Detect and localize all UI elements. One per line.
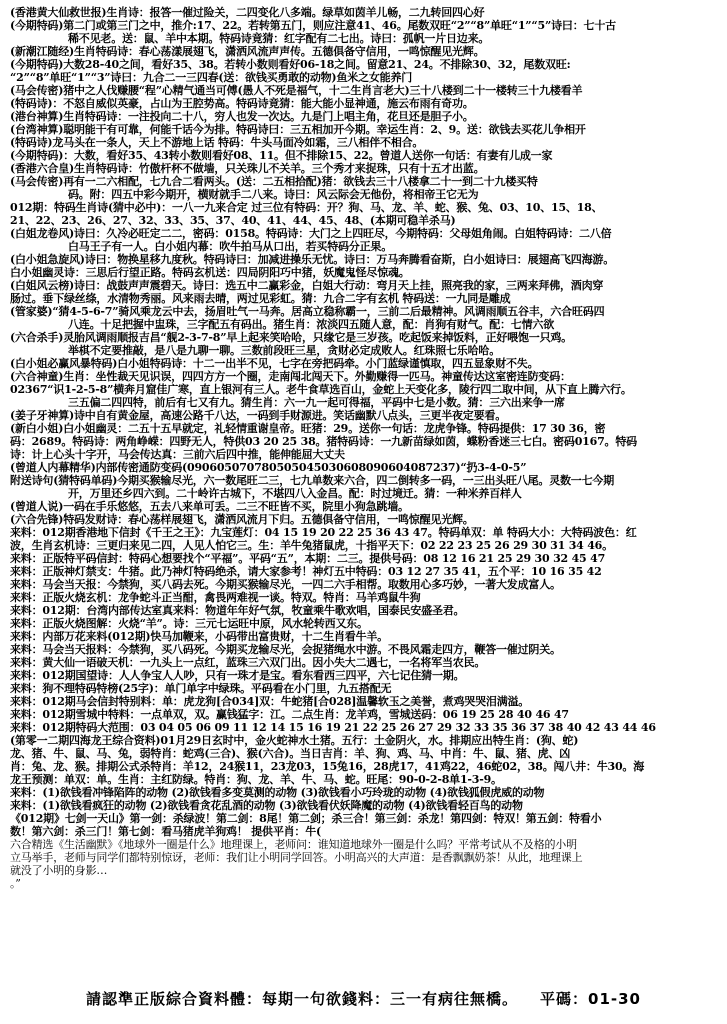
text-line: (马会传密)猪中之人伐赚腰“程”心精气通当可傅(愚人不死是福气，十二生肖言老大)三十八楼到二十一楼转三十九楼看羊 [10, 84, 583, 97]
text-line: 码。附：四五中彩今期开，横财就手二八来。诗曰：风云际会无他份，将相帝王它无为 [68, 188, 479, 201]
text-line: (新白小姐)白小姐幽灵：二五十五早就定，礼轻情重谢皇帝。旺猪：29。送你一句话：龙虎争锋。特码提供：17 30 36，密 [10, 422, 606, 435]
text-line: 来料：012期马会信封特别料：单：虎龙狗[合034]双：牛蛇猪[合028]温馨软玉之美誉，煮鸡哭哭泪满溢。 [10, 695, 530, 708]
text-line: 来料：正版神灯禁支：牛猪。此乃神灯特码绝杀，请大家参考！神灯五中特码：03 12 27 35 41，五个平：10 16 35 42 [10, 565, 602, 578]
text-line: 三五偏二四四特，前后有七又有九。猜生肖：六一九一起可得福，平码中七是小数。猜：三六出来争一席 [68, 396, 565, 409]
text-line: 就没了小明的身影… [10, 864, 108, 877]
text-line: (台湾神算)聪明能干有可靠，何能千话今为排。特码诗曰：三五相加开今期。幸运生肖：2、9。送：欲钱去买花儿争相开 [10, 123, 586, 136]
text-line: (今期特码)大数28-40之间，看好35、38。若转小数则看好06-18之间。留意21、24。不排除30、32，尾数双旺: [10, 58, 571, 71]
text-line: 附送诗句(猜特码单码)今期买猴输尽光，六一数尾旺二三，七九单数来六合，四二倒转多一码，一三出头旺八尾。灵数一七今期 [10, 474, 615, 487]
text-line: (六合先锋)特码发财诗：春心荡样展翅飞，潇洒风流月下归。五德俱备守信用，一鸣惊醒见光辉。 [10, 513, 474, 526]
footer-banner [0, 972, 727, 1024]
text-line: 来料：内部万花来料(012期)快马加鞭来，小码带出富贵财，十二生肖看牛羊。 [10, 630, 388, 643]
text-line: (六合神童)生肖：坐性裁天见识误，四四方方一个圈，走南闯北闯天下。外勤赚得一匹马。神童传达这室密连防变码： [10, 370, 571, 383]
text-line: (新潮江随经)生肖特码诗：春心荡漾展翅飞，潇洒风流声声传。五德俱备守信用，一鸣惊醒见光辉。 [10, 45, 485, 58]
text-line: 来料：黄大仙一语破天机：一九头上一点红，蓝珠三六双门出。因小失大二遇七，一名将军当农民。 [10, 656, 486, 669]
text-line: 来料：012期国望诗：人人争宝人人吵，只有一珠才是宝。看东看西三四平，六七记住猜一期。 [10, 669, 465, 682]
text-line: “2”“8”单旺“1”“3”诗曰：九合二一三四春(送：欲钱买勇敢的动物)鱼米之女能养门 [10, 71, 413, 84]
text-line: 立马举手，老师与同学们都特别惊讶，老师：我们让小明同学回答。小明高兴的大声道：是香飘飘奶茶！从此，地理课上 [10, 851, 583, 864]
text-line: 六合精选《生活幽默》《地球外一圈是什么》地理课上，老师问：谁知道地球外一圈是什么吗？平常考试从不及格的小明 [10, 838, 577, 851]
text-line: 来料：012期雪城中特料：一点单双，双。赢钱猛字：江。二点生肖：龙羊鸡，雪城送码：06 19 25 28 40 46 47 [10, 708, 569, 721]
text-line: (特码诗)龙马头在一条人，天上不游地上话 特码：牛头马面冷如霜，三八相伴不相合。 [10, 136, 424, 149]
text-line: (白姐龙卷风)诗曰：久冷必旺定二二，密码：0158。特码诗：大门之上四旺尽，今期特码：父母姐角闹。白姐特码诗：二八倍 [10, 227, 612, 240]
text-line: (白姐风云榜)诗曰：战鼓声声震碧天。诗曰：选五中二赢彩金，白姐大行动：弯月天上挂，照亮我的家，三两来拜佛，酒肉穿 [10, 279, 604, 292]
text-line: 来料：012期特码大范围：03 04 05 06 09 11 12 14 15 16 19 21 22 25 26 27 29 32 33 35 36 37 38 40 42 43 44 46 [10, 721, 656, 734]
text-line: (香港六合皇)生肖特码诗：竹傲杆杯不做墙，只关珠儿不关羊。三个秀才来捉珠，只有十五才出蓝。 [10, 162, 485, 175]
text-line: (今期特码)第二门或第三门之中，推介:17、22。若转第五门，则应注意41、46。尾数双旺“2”“8”单旺“1”“5”诗曰：七十古 [10, 19, 616, 32]
text-line: 肠过。垂下绿丝绦，水清物秀丽。风来雨去晴，两过见彩虹。猜：九合二字有玄机 特码送：一九同是雕成 [10, 292, 511, 305]
text-line: (六合杀手)灵胎风调雨顺报吉昌“舰2-3-7-8”早上起来笑哈哈，只缘它是三岁孩。吃起饭来掉饭料，正好喂饱一只鸡。 [10, 331, 572, 344]
text-line: 来料：正版火烧玄机：龙争蛇斗正当酣，禽畏两难视一谈。特双。特肖：马羊鸡鼠牛狗 [10, 591, 421, 604]
text-line: (今期特码)：大数，看好35、43转小数则看好08、11。但不排除15、22。曾道人送你一句话：有妻有儿成一家 [10, 149, 553, 162]
text-line: 来料：马会当天报料：今禁狗，买八码死。今期买龙输尽光，会捉猪绳水中游。不畏风霜走四方，鞭答一催过阴关。 [10, 643, 561, 656]
text-line: 举棋不定要推敲，是八是九聊一聊。三数前段旺三星，贪财必定成败人。红珠照七乐哈哈。 [68, 344, 500, 357]
text-line: 。” [10, 877, 21, 890]
text-line: 来料：012期香港地下信封《千王之王》：九宝莲灯：04 15 19 20 22 25 36 43 47。特码单双：单 特码大小：大特码波色：红 [10, 526, 637, 539]
text-line: (白小姐必赢风暴特码)白小姐特码诗：十二一出半不见，七字在旁把码牵。小门蓝绿谨慎取，四五显象财不失。 [10, 357, 539, 370]
text-line: 21、22、23、26、27、32、33、35、37、40、41、44、45、48、(本期可稳羊杀马) [10, 214, 456, 227]
text-line: 肖：兔、龙、猴。排期公式杀特肖：羊12，24猴11，23龙03，15兔16，28虎17，41鸡22，46蛇02，38。闯八井：牛30。海 [10, 760, 645, 773]
text-line: 白小姐幽灵诗：三思后行望正路。特码玄机送：四局阴阳巧中猪，妖魔鬼怪尽惊魂。 [10, 266, 410, 279]
text-line: (曾道人说)一码在手乐悠悠，五去八来单可丢。二三不旺皆不买，院里小狗急跳墙。 [10, 500, 409, 513]
text-line: 来料：正版火烧图解：火烧“羊”。诗：三元七运旺中原，风水轮转西又东。 [10, 617, 368, 630]
text-line: 码：2689。特码诗：两角峥嵘：四野无人，特供03 20 25 38。猪特码诗：一九新苗绿如茵，蝶粉香迷三七白。密码0167。特码 [10, 435, 637, 448]
text-line: (第零一二期四海龙王综合资料)01月29日玄时中，金火蛇神水土猪。五行：土金阴火，水。排期应出特生肖：(狗、蛇) [10, 734, 579, 747]
text-line: 诗：计上心头十字开，马会传达真：三前六后四中推，能伸能屈大丈夫 [10, 448, 345, 461]
text-line: (香港黄大仙救世报)生肖诗：报答一催过险关，二四变化八多端。绿草如茵羊儿畅，二九转回四心好 [10, 6, 485, 19]
text-line: 来料：012期：台湾内部传达室真来料：物道年年好气氛，牧童乘牛歌欢唱，国泰民安盛圣君。 [10, 604, 465, 617]
text-line: 02367“识1-2-5-8”横奔月窟佳广寒，直上银河有三人。老牛食草选百山，金蛇上天变化多，陵行四二取中间，从下直上腾六行。 [10, 383, 632, 396]
text-line: 数！第六剑：杀三门！第七剑：看马猪虎羊狗鸡！ 提供平肖：牛( [10, 825, 322, 838]
text-line: 来料：狗不理特码特榜(25字)：单门单字中绿珠。平码看在小门里，九五搭配无 [10, 682, 392, 695]
text-line: (特码诗)：不怒自威似英豪，占山为王腔势高。特码诗竟猜：能大能小显神通，施云布雨有奇功。 [10, 97, 474, 110]
text-line: (马会传密)再有一二六相配，七九合二看两头。(送：二五相拾配)猪：欲钱去三十八楼拿二十一到二十九楼买特 [10, 175, 538, 188]
footer-slogan: 請認準正版綜合資料體：每期一句欲錢料：三一有病往無橋。 [86, 989, 519, 1008]
text-line: (管家婆)“猜4-5-6-7”骑风乘龙云中去，扬眉吐气一马奔。居高立稳称霸一，三前二后最精神。风调雨顺五谷丰，六合旺码四 [10, 305, 605, 318]
text-line: (白小姐急旋风)诗曰：物换星移九度秋。特码诗曰：加减进操乐无忧。诗曰：万马奔腾看奋斯，白小姐诗曰：展翅高飞四海游。 [10, 253, 615, 266]
text-line: 来料：(1)欲钱看冲锋陷阵的动物 (2)欲钱看多变莫测的动物 (3)欲钱看小巧玲珑的动物 (4)欲钱狐假虎威的动物 [10, 786, 545, 799]
text-body [10, 6, 719, 966]
text-line: 开，万里还乡四六到。二十岭许古城下，不堪四八入金昌。配：时过境迁。猜：一种米养百样人 [68, 487, 522, 500]
text-line: 012期：特码生肖诗(猜中必中)：一八一九来合定 过三位有特码：开？狗、马、龙、羊、蛇、猴、兔、03、10、15、18、 [10, 201, 603, 214]
text-line: 《012期》七剑一天山》第一剑：杀绿波！第二剑：8尾！第二剑；杀三合！第三剑：杀龙！第四剑：特双！第五剑：特看小 [10, 812, 602, 825]
text-line: 来料：马会当天报：今禁狗，买八码去死。今期买猴输尽光，一四二六手相帮。取数用心多巧妙，一著大发成富人。 [10, 578, 561, 591]
text-line: 白马王子有一人。白小姐内幕：吹牛拍马从口出，若买特码分正果。 [68, 240, 392, 253]
footer-code: 平碼：01-30 [540, 989, 641, 1008]
text-line: (姜子牙神算)诗中自有黄金屋，高速公路千八达，一码到手财源进。笑话幽默八点头，三更半夜定要看。 [10, 409, 507, 422]
text-line: 稀不见老。送：鼠、羊中本期。特码诗竟猜：红字配有二七出。诗曰：孤帆一片日边来。 [68, 32, 490, 45]
text-line: 龙王预测：单双：单。生肖：主红防绿。特肖：狗、龙、羊、牛、马、蛇。旺尾：90-0-2-8单1-3-9。 [10, 773, 502, 786]
text-line: (曾道人内幕精华)内部传密通防变码(090605070780505045030608090604087237)“扔3-4-0-5” [10, 461, 527, 474]
text-line: (港台神算)生肖特码诗：一注投向二十八，穷人也发一次达。九是门上唱主角，花旦还是胆子小。 [10, 110, 474, 123]
text-line: 龙、猪、牛、鼠、马、兔，弱特肖：蛇鸡(三合)、猴(六合)。当日吉肖：羊、狗、鸡、马、中肖：牛、鼠、猪、虎、凶 [10, 747, 571, 760]
text-line: 来料：(1)欲钱看疯狂的动物 (2)欲钱看贪花乱酒的动物 (3)欲钱看伏妖降魔的动物 (4)欲钱看轻百鸟的动物 [10, 799, 523, 812]
text-line: 波，生肖玄机诗：三更归来见二四，人见人怕它三。生：羊牛兔猪鼠虎，十指平天下：02 22 23 25 26 29 30 31 34 46。 [10, 539, 613, 552]
text-line: 八连。十足把握中盅珠，三字配五有码出。猪生肖：浓淡四五随人意，配：肖狗有财气。配：七情六欲 [68, 318, 554, 331]
text-line: 来料：正版特平码信封：特码心想要找个“平福”。平码“五”，本期：二三。提供号码：08 12 16 21 25 29 30 32 45 47 [10, 552, 606, 565]
